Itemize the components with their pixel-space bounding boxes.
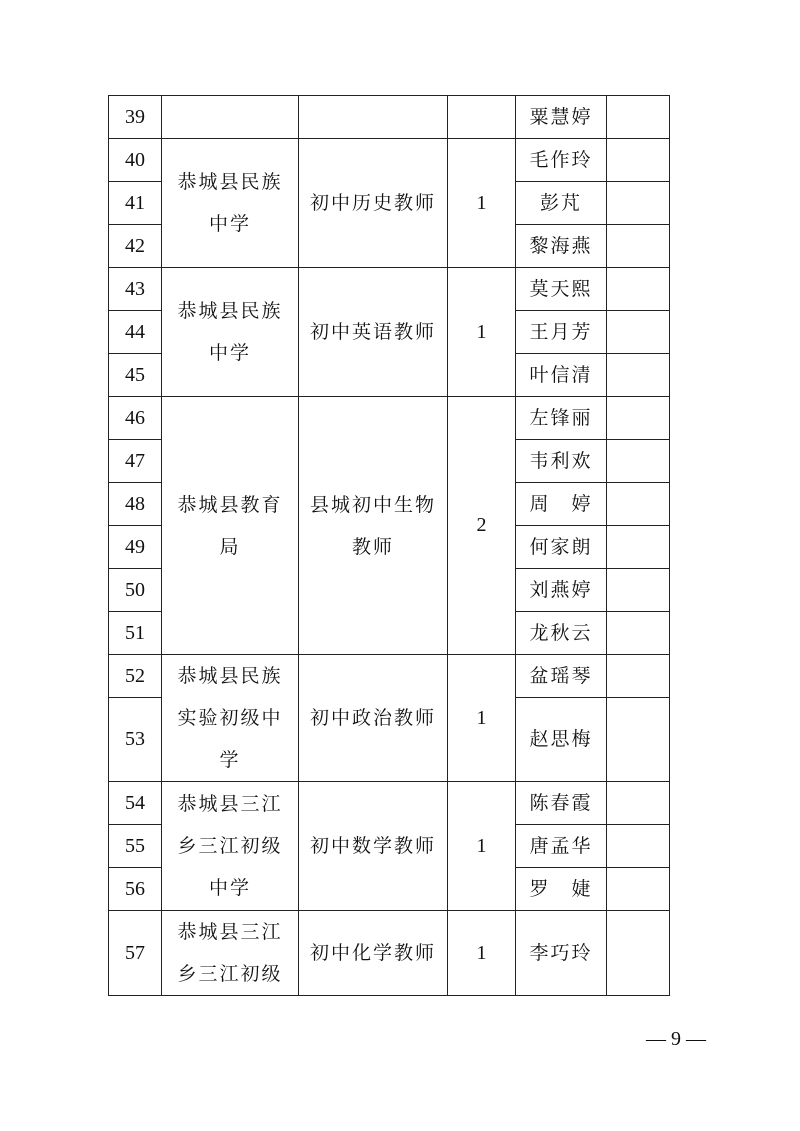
row-number: 41 [109,182,162,225]
row-number: 46 [109,397,162,440]
table-row [109,655,670,698]
school-cell: 恭城县三江 乡三江初级 [162,911,299,996]
position-cell: 初中历史教师 [299,139,448,268]
row-number: 54 [109,782,162,825]
remarks-cell [607,96,670,139]
quota-cell [448,96,516,139]
row-number: 51 [109,612,162,655]
remarks-cell [607,139,670,182]
row-number: 43 [109,268,162,311]
remarks-cell [607,655,670,698]
position-cell: 初中英语教师 [299,268,448,397]
remarks-cell [607,397,670,440]
row-number: 57 [109,911,162,996]
school-cell: 恭城县三江 乡三江初级 中学 [162,782,299,911]
candidate-name: 莫天熙 [516,268,607,311]
recruitment-table [108,95,670,996]
row-number: 40 [109,139,162,182]
remarks-cell [607,782,670,825]
school-cell: 恭城县民族 中学 [162,268,299,397]
quota-cell: 1 [448,268,516,397]
school-cell: 恭城县民族 实验初级中 学 [162,655,299,782]
position-cell: 县城初中生物 教师 [299,397,448,655]
row-number: 55 [109,825,162,868]
row-number: 53 [109,698,162,782]
remarks-cell [607,354,670,397]
remarks-cell [607,569,670,612]
position-cell: 初中数学教师 [299,782,448,911]
quota-cell: 1 [448,782,516,911]
remarks-cell [607,268,670,311]
row-number: 48 [109,483,162,526]
school-cell: 恭城县教育 局 [162,397,299,655]
candidate-name: 李巧玲 [516,911,607,996]
position-cell: 初中政治教师 [299,655,448,782]
candidate-name: 粟慧婷 [516,96,607,139]
table-row [109,397,670,440]
school-cell: 恭城县民族 中学 [162,139,299,268]
row-number: 45 [109,354,162,397]
row-number: 42 [109,225,162,268]
table-row [109,139,670,182]
candidate-name: 龙秋云 [516,612,607,655]
remarks-cell [607,698,670,782]
candidate-name: 唐孟华 [516,825,607,868]
row-number: 39 [109,96,162,139]
quota-cell: 1 [448,911,516,996]
row-number: 49 [109,526,162,569]
remarks-cell [607,526,670,569]
quota-cell: 1 [448,139,516,268]
candidate-name: 何家朗 [516,526,607,569]
candidate-name: 韦利欢 [516,440,607,483]
row-number: 47 [109,440,162,483]
quota-cell: 1 [448,655,516,782]
table-row [109,911,670,996]
candidate-name: 赵思梅 [516,698,607,782]
candidate-name: 罗 婕 [516,868,607,911]
candidate-name: 陈春霞 [516,782,607,825]
remarks-cell [607,483,670,526]
position-cell [299,96,448,139]
row-number: 44 [109,311,162,354]
row-number: 52 [109,655,162,698]
table-row [109,96,670,139]
remarks-cell [607,182,670,225]
table-row [109,268,670,311]
candidate-name: 刘燕婷 [516,569,607,612]
candidate-name: 黎海燕 [516,225,607,268]
candidate-name: 彭芃 [516,182,607,225]
remarks-cell [607,868,670,911]
candidate-name: 王月芳 [516,311,607,354]
remarks-cell [607,440,670,483]
quota-cell: 2 [448,397,516,655]
school-cell [162,96,299,139]
row-number: 50 [109,569,162,612]
remarks-cell [607,225,670,268]
page-number: — 9 — [646,1028,706,1050]
candidate-name: 叶信清 [516,354,607,397]
remarks-cell [607,825,670,868]
row-number: 56 [109,868,162,911]
remarks-cell [607,311,670,354]
candidate-name: 左锋丽 [516,397,607,440]
table-row [109,782,670,825]
remarks-cell [607,612,670,655]
position-cell: 初中化学教师 [299,911,448,996]
candidate-name: 周 婷 [516,483,607,526]
remarks-cell [607,911,670,996]
candidate-name: 毛作玲 [516,139,607,182]
candidate-name: 盆瑶琴 [516,655,607,698]
